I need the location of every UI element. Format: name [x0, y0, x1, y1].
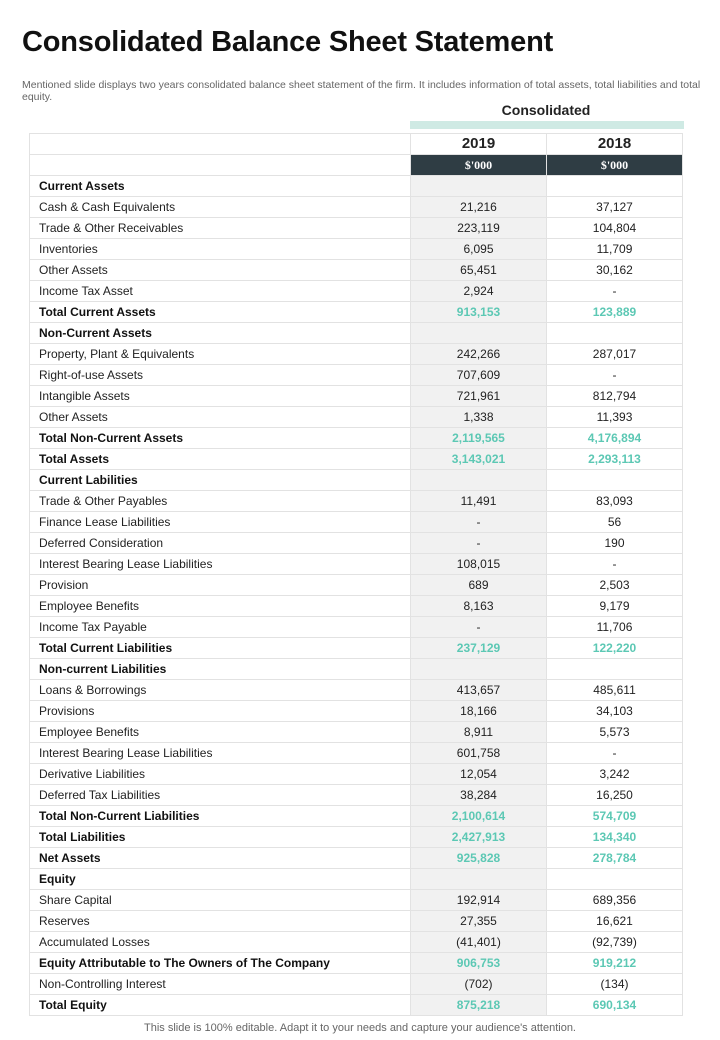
value-2019-cell: 192,914 [411, 890, 547, 911]
balance-sheet-table [29, 133, 683, 1016]
row-label: Other Assets [30, 260, 411, 281]
value-2019-cell: 875,218 [411, 995, 547, 1016]
unit-2018-header: $'000 [547, 155, 683, 176]
row-label: Property, Plant & Equivalents [30, 344, 411, 365]
value-2019-cell [411, 323, 547, 344]
blank-header-cell [30, 134, 411, 155]
total-row [30, 848, 683, 869]
row-label: Interest Bearing Lease Liabilities [30, 743, 411, 764]
value-2019-cell: 925,828 [411, 848, 547, 869]
row-label: Provision [30, 575, 411, 596]
value-2019-cell: 21,216 [411, 197, 547, 218]
unit-header-row [30, 155, 683, 176]
row-label: Reserves [30, 911, 411, 932]
row-label: Non-Controlling Interest [30, 974, 411, 995]
value-2018-cell: 37,127 [547, 197, 683, 218]
value-2019-cell [411, 659, 547, 680]
value-2018-cell: 2,293,113 [547, 449, 683, 470]
value-2019-cell: 601,758 [411, 743, 547, 764]
footer-note: This slide is 100% editable. Adapt it to your needs and capture your audience's attention. [144, 1022, 576, 1034]
value-2018-cell: 104,804 [547, 218, 683, 239]
value-2018-cell: 5,573 [547, 722, 683, 743]
value-2018-cell: 83,093 [547, 491, 683, 512]
value-2019-cell [411, 869, 547, 890]
section-header-row [30, 470, 683, 491]
row-label: Trade & Other Receivables [30, 218, 411, 239]
table-row [30, 932, 683, 953]
value-2019-cell: 237,129 [411, 638, 547, 659]
table-row [30, 722, 683, 743]
table-row [30, 491, 683, 512]
row-label: Non-current Liabilities [30, 659, 411, 680]
consolidated-label: Consolidated [501, 102, 591, 118]
value-2019-cell: 27,355 [411, 911, 547, 932]
value-2019-cell: 721,961 [411, 386, 547, 407]
row-label: Intangible Assets [30, 386, 411, 407]
value-2019-cell: 2,427,913 [411, 827, 547, 848]
value-2018-cell: 11,709 [547, 239, 683, 260]
unit-2019-header: $'000 [411, 155, 547, 176]
row-label: Provisions [30, 701, 411, 722]
table-row [30, 407, 683, 428]
value-2018-cell: 3,242 [547, 764, 683, 785]
value-2018-cell [547, 176, 683, 197]
value-2018-cell: 16,250 [547, 785, 683, 806]
value-2018-cell [547, 470, 683, 491]
table-row [30, 890, 683, 911]
value-2019-cell: 1,338 [411, 407, 547, 428]
value-2019-cell: 65,451 [411, 260, 547, 281]
total-row [30, 953, 683, 974]
year-2018-header: 2018 [547, 134, 683, 155]
row-label: Deferred Tax Liabilities [30, 785, 411, 806]
row-label: Total Non-Current Liabilities [30, 806, 411, 827]
table-row [30, 680, 683, 701]
table-row [30, 911, 683, 932]
total-row [30, 827, 683, 848]
value-2018-cell: 689,356 [547, 890, 683, 911]
total-row [30, 638, 683, 659]
value-2019-cell: 8,163 [411, 596, 547, 617]
value-2018-cell: 9,179 [547, 596, 683, 617]
value-2019-cell: 2,924 [411, 281, 547, 302]
table-row [30, 764, 683, 785]
consolidated-band [410, 121, 684, 129]
row-label: Total Assets [30, 449, 411, 470]
value-2018-cell: 30,162 [547, 260, 683, 281]
value-2018-cell: 190 [547, 533, 683, 554]
value-2018-cell: 11,393 [547, 407, 683, 428]
value-2018-cell: - [547, 281, 683, 302]
row-label: Total Non-Current Assets [30, 428, 411, 449]
value-2018-cell: 574,709 [547, 806, 683, 827]
table-row [30, 260, 683, 281]
value-2019-cell: (702) [411, 974, 547, 995]
value-2019-cell: 2,119,565 [411, 428, 547, 449]
value-2019-cell: 11,491 [411, 491, 547, 512]
table-row [30, 554, 683, 575]
row-label: Income Tax Payable [30, 617, 411, 638]
table-row [30, 974, 683, 995]
row-label: Derivative Liabilities [30, 764, 411, 785]
row-label: Equity Attributable to The Owners of The Company [30, 953, 411, 974]
value-2019-cell: 6,095 [411, 239, 547, 260]
row-label: Deferred Consideration [30, 533, 411, 554]
row-label: Non-Current Assets [30, 323, 411, 344]
row-label: Finance Lease Liabilities [30, 512, 411, 533]
value-2019-cell: 413,657 [411, 680, 547, 701]
row-label: Interest Bearing Lease Liabilities [30, 554, 411, 575]
row-label: Right-of-use Assets [30, 365, 411, 386]
blank-unit-cell [30, 155, 411, 176]
row-label: Inventories [30, 239, 411, 260]
table-row [30, 344, 683, 365]
value-2019-cell: 12,054 [411, 764, 547, 785]
value-2019-cell: 707,609 [411, 365, 547, 386]
page-title: Consolidated Balance Sheet Statement [22, 26, 554, 58]
value-2019-cell: 242,266 [411, 344, 547, 365]
total-row [30, 302, 683, 323]
value-2019-cell: 689 [411, 575, 547, 596]
table-row [30, 365, 683, 386]
table-row [30, 617, 683, 638]
section-header-row [30, 323, 683, 344]
value-2018-cell: - [547, 365, 683, 386]
table-row [30, 533, 683, 554]
table-row [30, 386, 683, 407]
value-2019-cell: 2,100,614 [411, 806, 547, 827]
value-2019-cell: 906,753 [411, 953, 547, 974]
value-2019-cell: - [411, 512, 547, 533]
value-2018-cell: 4,176,894 [547, 428, 683, 449]
value-2019-cell: 223,119 [411, 218, 547, 239]
value-2019-cell: (41,401) [411, 932, 547, 953]
value-2019-cell [411, 470, 547, 491]
table-row [30, 197, 683, 218]
row-label: Income Tax Asset [30, 281, 411, 302]
value-2018-cell: 123,889 [547, 302, 683, 323]
value-2018-cell: 11,706 [547, 617, 683, 638]
value-2018-cell: 919,212 [547, 953, 683, 974]
value-2018-cell [547, 869, 683, 890]
total-row [30, 806, 683, 827]
value-2018-cell: 134,340 [547, 827, 683, 848]
value-2019-cell: 8,911 [411, 722, 547, 743]
row-label: Employee Benefits [30, 596, 411, 617]
total-row [30, 995, 683, 1016]
year-2019-header: 2019 [411, 134, 547, 155]
year-header-row [30, 134, 683, 155]
value-2018-cell: - [547, 743, 683, 764]
table-row [30, 575, 683, 596]
value-2019-cell: - [411, 533, 547, 554]
value-2019-cell: 913,153 [411, 302, 547, 323]
section-header-row [30, 869, 683, 890]
value-2019-cell: 3,143,021 [411, 449, 547, 470]
value-2018-cell: 812,794 [547, 386, 683, 407]
value-2018-cell: 56 [547, 512, 683, 533]
row-label: Current Assets [30, 176, 411, 197]
value-2018-cell: (134) [547, 974, 683, 995]
table-row [30, 512, 683, 533]
row-label: Loans & Borrowings [30, 680, 411, 701]
value-2019-cell: 108,015 [411, 554, 547, 575]
row-label: Cash & Cash Equivalents [30, 197, 411, 218]
total-row [30, 428, 683, 449]
row-label: Total Current Liabilities [30, 638, 411, 659]
value-2018-cell [547, 323, 683, 344]
table-row [30, 596, 683, 617]
row-label: Other Assets [30, 407, 411, 428]
value-2018-cell: - [547, 554, 683, 575]
row-label: Total Equity [30, 995, 411, 1016]
table-row [30, 218, 683, 239]
value-2018-cell: 485,611 [547, 680, 683, 701]
row-label: Current Labilities [30, 470, 411, 491]
value-2018-cell: (92,739) [547, 932, 683, 953]
table-row [30, 743, 683, 764]
row-label: Employee Benefits [30, 722, 411, 743]
row-label: Total Liabilities [30, 827, 411, 848]
row-label: Net Assets [30, 848, 411, 869]
value-2018-cell: 690,134 [547, 995, 683, 1016]
value-2018-cell: 122,220 [547, 638, 683, 659]
value-2019-cell: - [411, 617, 547, 638]
value-2018-cell: 34,103 [547, 701, 683, 722]
value-2018-cell: 16,621 [547, 911, 683, 932]
value-2018-cell: 278,784 [547, 848, 683, 869]
row-label: Equity [30, 869, 411, 890]
total-row [30, 449, 683, 470]
row-label: Trade & Other Payables [30, 491, 411, 512]
row-label: Share Capital [30, 890, 411, 911]
value-2019-cell [411, 176, 547, 197]
row-label: Accumulated Losses [30, 932, 411, 953]
table-row [30, 785, 683, 806]
table-row [30, 701, 683, 722]
section-header-row [30, 176, 683, 197]
value-2018-cell [547, 659, 683, 680]
value-2019-cell: 18,166 [411, 701, 547, 722]
table-row [30, 281, 683, 302]
row-label: Total Current Assets [30, 302, 411, 323]
table-row [30, 239, 683, 260]
value-2018-cell: 2,503 [547, 575, 683, 596]
value-2018-cell: 287,017 [547, 344, 683, 365]
section-header-row [30, 659, 683, 680]
page-subtitle: Mentioned slide displays two years consolidated balance sheet statement of the firm. It includes information of total assets, total liabilities and total equity. [22, 79, 701, 103]
value-2019-cell: 38,284 [411, 785, 547, 806]
